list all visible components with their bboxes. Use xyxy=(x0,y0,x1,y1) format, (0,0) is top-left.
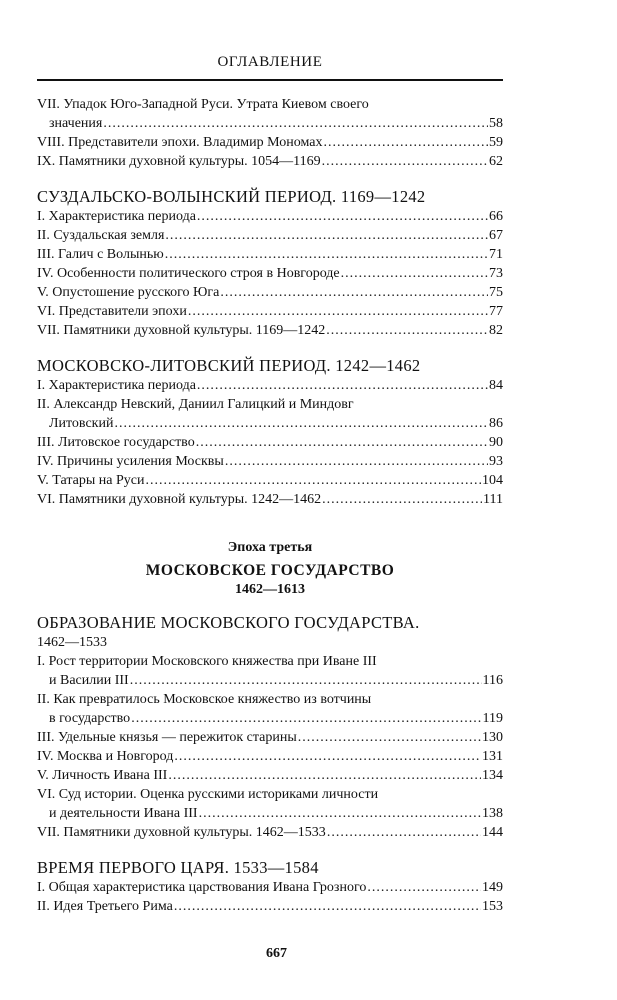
entry-last-line xyxy=(37,376,503,395)
leader-dots xyxy=(327,823,481,842)
entry-page-number: 149 xyxy=(482,880,503,895)
toc-entry xyxy=(37,690,503,728)
toc-entry xyxy=(37,283,503,302)
epoch-years: 1462—1613 xyxy=(235,582,305,597)
entry-last-line xyxy=(37,207,503,226)
entry-page-number: 93 xyxy=(489,454,503,469)
entry-title: IX. Памятники духовной культуры. 1054—1169 xyxy=(37,154,321,169)
entry-title: II. Суздальская земля xyxy=(37,228,165,243)
entry-page-number: 82 xyxy=(489,323,503,338)
leader-dots xyxy=(323,133,488,152)
entry-last-line xyxy=(37,152,503,171)
leader-dots xyxy=(298,728,481,747)
leader-dots xyxy=(220,283,488,302)
section-title: СУЗДАЛЬСКО-ВОЛЫНСКИЙ ПЕРИОД. 1169—1242 xyxy=(37,187,426,206)
entry-page-number: 104 xyxy=(482,473,503,488)
entry-title: VIII. Представители эпохи. Владимир Мономах xyxy=(37,135,323,150)
entry-title-line: I. Рост территории Московского княжества при Иване III xyxy=(37,654,377,669)
entry-last-line xyxy=(37,671,503,690)
toc-entry xyxy=(37,395,503,433)
entry-page-number: 138 xyxy=(482,806,503,821)
entry-last-line xyxy=(37,823,503,842)
entry-last-line xyxy=(37,245,503,264)
entry-title-line: II. Александр Невский, Даниил Галицкий и Миндовг xyxy=(37,397,354,412)
entry-last-line xyxy=(37,878,503,897)
entry-page-number: 67 xyxy=(489,228,503,243)
leader-dots xyxy=(114,414,488,433)
entry-title: в государство xyxy=(49,711,131,726)
entry-page-number: 111 xyxy=(483,492,503,507)
toc-entry xyxy=(37,433,503,452)
leader-dots xyxy=(197,376,488,395)
entry-title-line: VI. Суд истории. Оценка русскими историками личности xyxy=(37,787,379,802)
toc-entry xyxy=(37,376,503,395)
entry-title: I. Общая характеристика царствования Ивана Грозного xyxy=(37,880,367,895)
entry-last-line xyxy=(37,226,503,245)
section-title: ОБРАЗОВАНИЕ МОСКОВСКОГО ГОСУДАРСТВА. xyxy=(37,613,420,632)
entry-title: VI. Представители эпохи xyxy=(37,304,187,319)
toc-entry xyxy=(37,785,503,823)
toc-entry xyxy=(37,897,503,916)
leader-dots xyxy=(367,878,481,897)
entry-last-line xyxy=(37,897,503,916)
entry-last-line xyxy=(37,471,503,490)
entry-title: V. Личность Ивана III xyxy=(37,768,168,783)
leader-dots xyxy=(196,433,488,452)
entry-last-line xyxy=(37,414,503,433)
toc-entry xyxy=(37,321,503,340)
entry-page-number: 130 xyxy=(482,730,503,745)
entry-page-number: 86 xyxy=(489,416,503,431)
entry-page-number: 116 xyxy=(482,673,503,688)
entry-title: III. Удельные князья — пережиток старины xyxy=(37,730,297,745)
entry-page-number: 144 xyxy=(482,825,503,840)
entry-page-number: 153 xyxy=(482,899,503,914)
toc-entry xyxy=(37,747,503,766)
entry-page-number: 66 xyxy=(489,209,503,224)
toc-section xyxy=(37,858,503,916)
toc-entry xyxy=(37,245,503,264)
leader-dots xyxy=(145,471,481,490)
leader-dots xyxy=(322,152,488,171)
entry-page-number: 84 xyxy=(489,378,503,393)
entry-title: значения xyxy=(49,116,103,131)
entry-last-line xyxy=(37,490,503,509)
entry-page-number: 131 xyxy=(482,749,503,764)
toc-part-1 xyxy=(37,95,503,509)
entry-title: VII. Памятники духовной культуры. 1462—1533 xyxy=(37,825,326,840)
toc-entry xyxy=(37,728,503,747)
entry-last-line xyxy=(37,709,503,728)
entry-last-line xyxy=(37,302,503,321)
leader-dots xyxy=(322,490,482,509)
header-rule xyxy=(37,79,503,81)
entry-title-line: VII. Упадок Юго-Западной Руси. Утрата Киевом своего xyxy=(37,97,369,112)
entry-title: Литовский xyxy=(49,416,114,431)
toc-entry xyxy=(37,152,503,171)
entry-page-number: 58 xyxy=(489,116,503,131)
leader-dots xyxy=(165,245,488,264)
leader-dots xyxy=(197,207,488,226)
epoch-label: Эпоха третья xyxy=(227,540,313,555)
entry-page-number: 134 xyxy=(482,768,503,783)
leader-dots xyxy=(199,804,481,823)
entry-title: V. Татары на Руси xyxy=(37,473,145,488)
toc-section xyxy=(37,613,503,842)
entry-title: IV. Причины усиления Москвы xyxy=(37,454,224,469)
toc-entry xyxy=(37,264,503,283)
entry-page-number: 59 xyxy=(489,135,503,150)
section-subtitle: 1462—1533 xyxy=(37,635,107,650)
toc-section xyxy=(37,95,503,171)
section-title: МОСКОВСКО-ЛИТОВСКИЙ ПЕРИОД. 1242—1462 xyxy=(37,356,421,375)
leader-dots xyxy=(174,897,481,916)
toc-entry xyxy=(37,490,503,509)
entry-title: и деятельности Ивана III xyxy=(49,806,198,821)
entry-last-line xyxy=(37,133,503,152)
toc-entry xyxy=(37,878,503,897)
entry-page-number: 73 xyxy=(489,266,503,281)
leader-dots xyxy=(326,321,488,340)
entry-title: III. Галич с Волынью xyxy=(37,247,164,262)
toc-entry xyxy=(37,823,503,842)
toc-entry xyxy=(37,207,503,226)
toc-entry xyxy=(37,226,503,245)
entry-page-number: 75 xyxy=(489,285,503,300)
leader-dots xyxy=(103,114,488,133)
epoch-title: МОСКОВСКОЕ ГОСУДАРСТВО xyxy=(145,562,395,579)
toc-entry xyxy=(37,652,503,690)
leader-dots xyxy=(188,302,488,321)
entry-last-line xyxy=(37,747,503,766)
entry-page-number: 119 xyxy=(482,711,503,726)
entry-page-number: 71 xyxy=(489,247,503,262)
toc-section xyxy=(37,356,503,509)
toc-entry xyxy=(37,766,503,785)
leader-dots xyxy=(341,264,488,283)
entry-page-number: 90 xyxy=(489,435,503,450)
running-header: ОГЛАВЛЕНИЕ xyxy=(217,54,323,70)
entry-last-line xyxy=(37,766,503,785)
leader-dots xyxy=(131,709,481,728)
entry-title: VI. Памятники духовной культуры. 1242—1462 xyxy=(37,492,322,507)
entry-title: и Василии III xyxy=(49,673,129,688)
toc-section xyxy=(37,187,503,340)
entry-last-line xyxy=(37,114,503,133)
leader-dots xyxy=(174,747,481,766)
entry-last-line xyxy=(37,452,503,471)
entry-title: VII. Памятники духовной культуры. 1169—1242 xyxy=(37,323,326,338)
entry-page-number: 77 xyxy=(489,304,503,319)
entry-last-line xyxy=(37,321,503,340)
section-title: ВРЕМЯ ПЕРВОГО ЦАРЯ. 1533—1584 xyxy=(37,858,319,877)
entry-last-line xyxy=(37,804,503,823)
entry-last-line xyxy=(37,264,503,283)
entry-title: IV. Москва и Новгород xyxy=(37,749,174,764)
leader-dots xyxy=(225,452,488,471)
leader-dots xyxy=(165,226,488,245)
entry-title: I. Характеристика периода xyxy=(37,378,196,393)
entry-title-line: II. Как превратилось Московское княжество из вотчины xyxy=(37,692,372,707)
toc-entry xyxy=(37,302,503,321)
entry-title: I. Характеристика периода xyxy=(37,209,196,224)
toc-part-2 xyxy=(37,613,503,916)
page-number: 667 xyxy=(266,946,287,961)
leader-dots xyxy=(168,766,481,785)
entry-title: II. Идея Третьего Рима xyxy=(37,899,173,914)
entry-page-number: 62 xyxy=(489,154,503,169)
entry-last-line xyxy=(37,728,503,747)
toc-entry xyxy=(37,452,503,471)
entry-title: III. Литовское государство xyxy=(37,435,195,450)
toc-entry xyxy=(37,471,503,490)
leader-dots xyxy=(130,671,482,690)
entry-title: V. Опустошение русского Юга xyxy=(37,285,220,300)
toc-entry xyxy=(37,95,503,133)
entry-title: IV. Особенности политического строя в Новгороде xyxy=(37,266,340,281)
entry-last-line xyxy=(37,283,503,302)
entry-last-line xyxy=(37,433,503,452)
toc-entry xyxy=(37,133,503,152)
